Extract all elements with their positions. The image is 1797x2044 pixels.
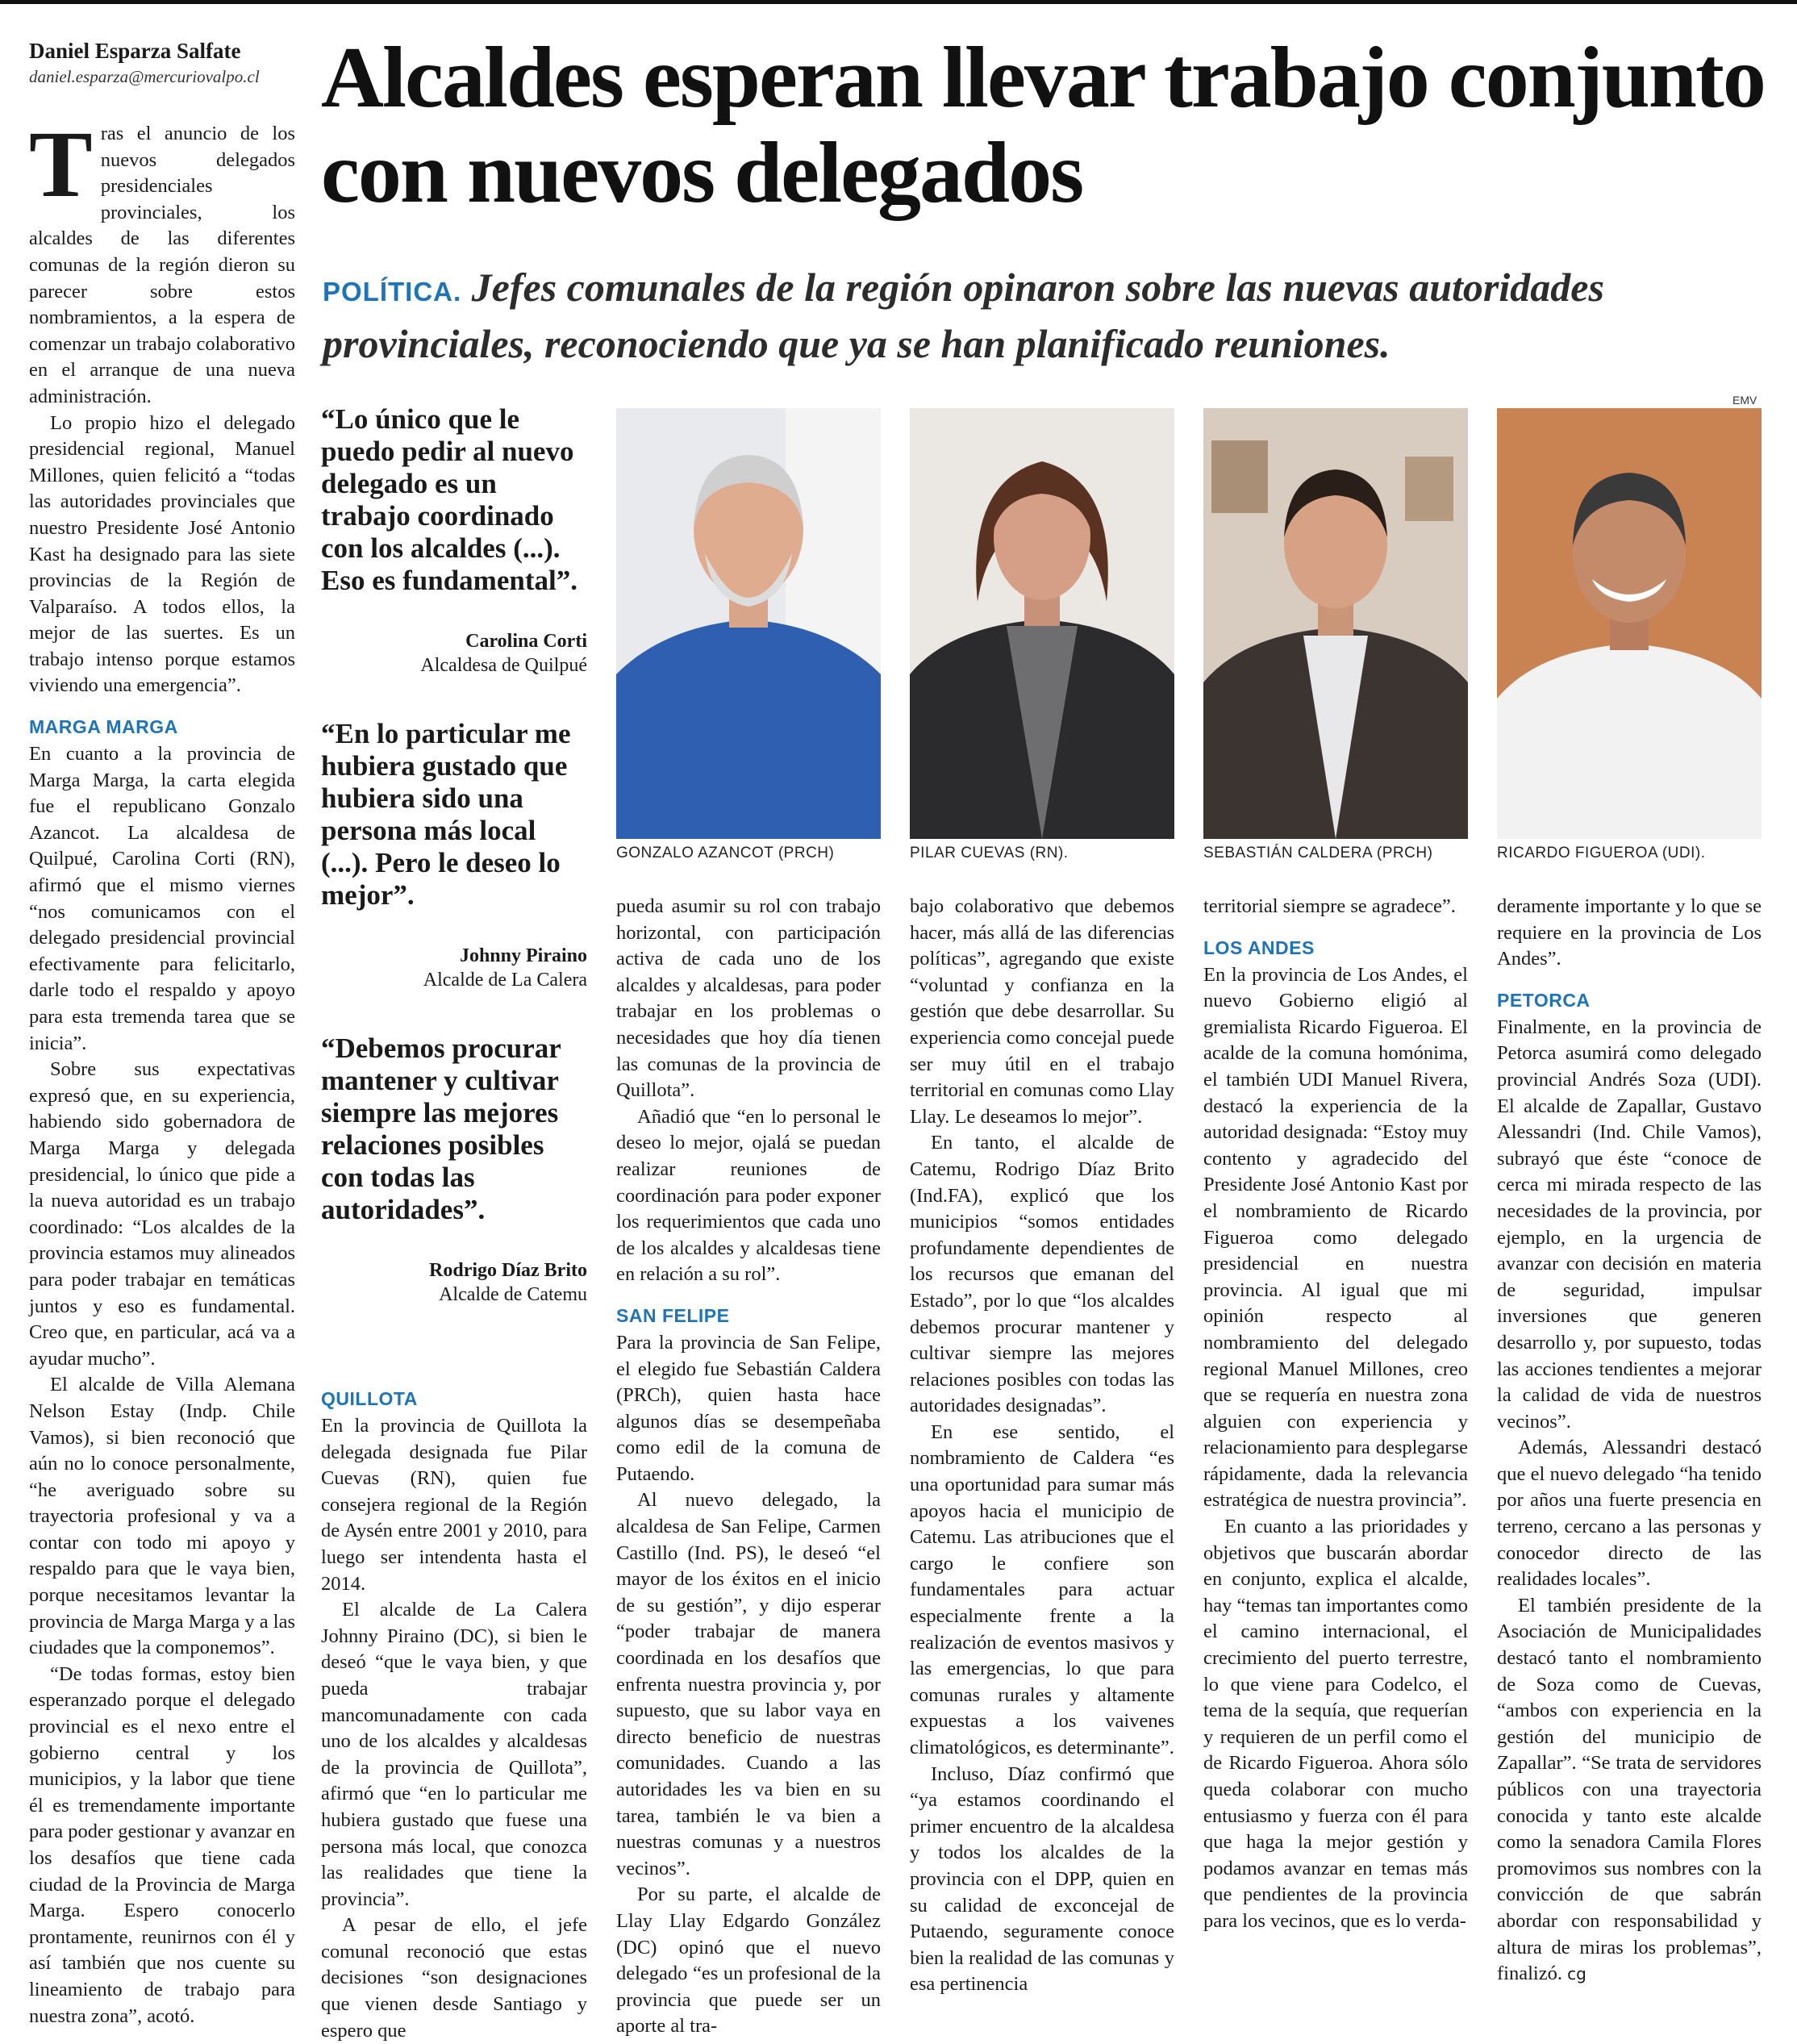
section-los-andes: LOS ANDES [1203, 936, 1315, 958]
photo-ricardo-figueroa [1497, 408, 1762, 839]
column-1 [29, 111, 295, 2029]
col6-p4-text: El también presidente de la Asociación de Municipalidades destacó tanto el nombramiento de Soza como de Cuevas, “ambos con experiencia en la gestión del municipio de Zapallar”. “Se trata de servidores públicos con una trayectoria conocida y tanto este alcalde como la senadora Camila Flores promovimos sus nombres con la convicción de que sabrán abordar con responsabilidad y altura de miras los problemas”, finalizó. [1497, 1594, 1762, 1985]
pull-quotes [321, 403, 587, 1347]
col3-p2: Añadió que “en lo personal le deseo lo mejor, ojalá se puedan realizar reuniones de coordinación para poder exponer los requerimientos que cada uno de los alcaldes y alcaldesas tiene en relación a su rol”. [616, 1105, 881, 1286]
col4-p3: En ese sentido, el nombramiento de Caldera “es una oportunidad para sumar más apoyos hacia el municipio de Catemu. Las atribuciones que el cargo le confiere son fundamentales para actuar especialmente frente a la realización de eventos masivos y las emergencias, lo que para comunas rurales y altamente expuestas a los vaivenes climatológicos, es determinante”. [910, 1420, 1174, 1758]
col1-p2: Lo propio hizo el delegado presidencial regional, Manuel Millones, quien felicitó a “todas las autoridades provinciales que nuestro Presidente José Antonio Kast ha designado para las siete provincias de la Región de Valparaíso. A todos ellos, la mejor de las suertes. Es un trabajo intenso porque estamos viviendo una emergencia”. [29, 411, 295, 697]
photo-caption: GONZALO AZANCOT (PRCH) [616, 845, 835, 861]
deck-text: Jefes comunales de la región opinaron sobre las nuevas autoridades provinciales, reconociendo que ya se han planificado reuniones. [323, 265, 1604, 366]
top-rule [0, 0, 1797, 4]
pull-quote [321, 718, 587, 992]
photo-caption: PILAR CUEVAS (RN). [910, 845, 1069, 861]
portrait-image [1497, 408, 1762, 839]
author-email[interactable]: daniel.esparza@mercuriovalpo.cl [29, 67, 260, 86]
quote-text: “En lo particular me hubiera gustado que hubiera sido una persona más local (...). Pero le deseo lo mejor”. [321, 718, 571, 911]
quote-name: Rodrigo Díaz Brito [429, 1260, 587, 1281]
portrait-image [1203, 408, 1468, 839]
col2-p2: El alcalde de La Calera Johnny Piraino (DC), si bien le deseó “que le vaya bien, y que pueda trabajar mancomunadamente con cada uno de los alcaldes y alcaldesas de la provincia de Quillota”, afirmó que “en lo particular me hubiera gustado que fuese una persona más local, que conozca las realidades que tiene la provincia”. [321, 1599, 587, 1910]
quote-text: “Debemos procurar mantener y cultivar siempre las mejores relaciones posibles con todas las autoridades”. [321, 1032, 561, 1225]
pull-quote [321, 1032, 587, 1307]
col3-p5: Por su parte, el alcalde de Llay Llay Edgardo González (DC) opinó que el nuevo delegado “es un profesional de la provincia que puede ser un aporte al tra- [616, 1883, 881, 2038]
col1-p3: En cuanto a la provincia de Marga Marga, la carta elegida fue el republicano Gonzalo Azancot. La alcaldesa de Quilpué, Carolina Corti (RN), afirmó que el mismo viernes “nos comunicamos con el delegado presidencial provincial efectivamente para felicitarlo, darle todo el respaldo y apoyo para esta tremenda tarea que se inicia”. [29, 743, 295, 1054]
column-6 [1497, 894, 1762, 1988]
col5-p3: En cuanto a las prioridades y objetivos que buscarán abordar en conjunto, explica el alcalde, hay “temas tan importantes como el camino internacional, el crecimiento del puerto terrestre, lo que viene para Codelco, el tema de la sequía, que requerían y requieren de un perfil como el de Ricardo Figueroa. Ahora sólo queda colaborar con mucho entusiasmo y fuerza con él para que haga la mejor gestión y podamos avanzar en temas más que pendientes de la provincia para los vecinos, que es lo verda- [1203, 1516, 1468, 1932]
headline: Alcaldes esperan llevar trabajo conjunto con nuevos delegados [321, 30, 1765, 221]
quote-role: Alcalde de La Calera [423, 970, 587, 991]
author-name: Daniel Esparza Salfate [29, 39, 241, 63]
quote-name: Johnny Piraino [459, 945, 587, 966]
col5-p2: En la provincia de Los Andes, el nuevo Gobierno eligió al gremialista Ricardo Figueroa. El acalde de la comuna homónima, el también UDI Manuel Rivera, destacó la experiencia de la autoridad designada: “Estoy muy contento y agradecido del Presidente José Antonio Kast por el nombramiento de Ricardo Figueroa como delegado presidencial en nuestra provincia. Al igual que mi opinión respecto al nombramiento del delegado regional Manuel Millones, creo que se requería en nuestra zona alguien con experiencia y relacionamiento para desplegarse rápidamente, dada la relevancia estratégica de nuestra provincia”. [1203, 963, 1468, 1512]
column-2 [321, 1371, 587, 2044]
col4-p4: Incluso, Díaz confirmó que “ya estamos coordinando el primer encuentro de la alcaldesa y todos los alcaldes de la provincia con el DPP, quien en su calidad de exconcejal de Putaendo, seguramente conoce bien la realidad de las comunas y esa pertinencia [910, 1762, 1174, 1996]
byline [29, 37, 295, 89]
col3-p4: Al nuevo delegado, la alcaldesa de San Felipe, Carmen Castillo (Ind. PS), le deseó “el mayor de los éxitos en el inicio de su gestión”, y dijo esperar “poder trabajar de manera coordinada en los desafíos que enfrenta nuestra provincia y, por supuesto, que su labor vaya en directo beneficio de nuestras comunidades. Cuando a las autoridades les va bien en su tarea, también le va bien a nuestras comunas y a nuestros vecinos”. [616, 1489, 881, 1879]
photo-gonzalo-azancot [616, 408, 881, 839]
col6-p4 [1497, 1593, 1762, 1988]
photo-pilar-cuevas [910, 408, 1174, 839]
quote-role: Alcaldesa de Quilpué [420, 655, 587, 676]
section-san-felipe: SAN FELIPE [616, 1304, 730, 1326]
col3-p1: pueda asumir su rol con trabajo horizontal, con participación activa de cada uno de los alcaldes y alcaldesas, para poder trabajar en los problemas o necesidades que hoy día tienen las comunas de la provincia de Quillota”. [616, 895, 881, 1102]
col1-p5: El alcalde de Villa Alemana Nelson Estay (Indp. Chile Vamos), si bien reconoció que aún no lo conoce personalmente, “he averiguado sobre su trayectoria profesional y va a contar con todo mi apoyo y respaldo para que le vaya bien, porque necesitamos levantar la provincia de Marga Marga y a las ciudades que la componemos”. [29, 1374, 295, 1659]
column-5 [1203, 894, 1468, 1935]
col6-p3: Además, Alessandri destacó que el nuevo delegado “ha tenido por años una fuerte presencia en terreno, cercano a las personas y conocedor directo de las realidades locales”. [1497, 1437, 1762, 1591]
quote-role: Alcalde de Catemu [439, 1284, 587, 1305]
end-mark-icon: cg [1567, 1964, 1586, 1984]
photo-caption: SEBASTIÁN CALDERA (PRCH) [1203, 845, 1433, 861]
column-4 [910, 894, 1174, 1998]
deck [323, 261, 1766, 369]
column-3 [616, 894, 881, 2040]
section-petorca: PETORCA [1497, 989, 1591, 1011]
section-marga-marga: MARGA MARGA [29, 716, 178, 738]
drop-cap: T [29, 111, 93, 217]
col4-p2: En tanto, el alcalde de Catemu, Rodrigo Díaz Brito (Ind.FA), explicó que los municipios “somos entidades profundamente dependientes de los recursos que emanan del Estado”, por lo que “los alcaldes debemos procurar mantener y cultivar siempre las mejores relaciones posibles con todas las autoridades designadas”. [910, 1132, 1174, 1417]
col4-p1: bajo colaborativo que debemos hacer, más allá de las diferencias políticas”, agregando que existe “voluntad y confianza en la gestión que debe desarrollar. Su experiencia como concejal puede ser muy útil en el trabajo territorial en comunas como Llay Llay. Le deseamos lo mejor”. [910, 895, 1174, 1128]
col1-p4: Sobre sus expectativas expresó que, en su experiencia, habiendo sido gobernadora de Marga Marga y delegada presidencial, lo único que pide a la nueva autoridad es un trabajo coordinado: “Los alcaldes de la provincia estamos muy alineados para poder trabajar en temáticas juntos y eso es fundamental. Creo que, en particular, acá va a ayudar mucho”. [29, 1058, 295, 1370]
col5-p1: territorial siempre se agradece”. [1203, 895, 1456, 917]
pull-quote [321, 403, 587, 678]
photo-sebastian-caldera [1203, 408, 1468, 839]
portrait-image [616, 408, 881, 839]
section-quillota: QUILLOTA [321, 1388, 418, 1409]
lead-paragraph [29, 111, 295, 411]
col6-p1: deramente importante y lo que se requiere en la provincia de Los Andes”. [1497, 895, 1762, 970]
col2-p3: A pesar de ello, el jefe comunal reconoció que estas decisiones “son designaciones que vienen desde Santiago y espero que [321, 1914, 587, 2042]
col3-p3: Para la provincia de San Felipe, el elegido fue Sebastián Caldera (PRCh), quien hasta hace algunos días se desempeñaba como edil de la comuna de Putaendo. [616, 1331, 881, 1485]
col1-p1: ras el anuncio de los nuevos delegados presidenciales provinciales, los alcaldes de las diferentes comunas de la región dieron su parecer sobre estos nombramientos, a la espera de comenzar un trabajo colaborativo en el arranque de una nueva administración. [29, 123, 295, 407]
quote-name: Carolina Corti [465, 631, 587, 652]
col6-p2: Finalmente, en la provincia de Petorca asumirá como delegado provincial Andrés Soza (UDI). El alcalde de Zapallar, Gustavo Alessandri (Ind. Chile Vamos), subrayó que éste “conoce de cerca mi mirada respecto de las necesidades de la provincia, por ejemplo, en la urgencia de avanzar con decisión en materia de seguridad, impulsar inversiones que generen desarrollo y, por supuesto, todas las acciones tendientes a mejorar la calidad de vida de nuestros vecinos”. [1497, 1016, 1762, 1433]
portrait-image [910, 408, 1174, 839]
deck-kicker: POLÍTICA. [323, 277, 462, 307]
quote-text: “Lo único que le puedo pedir al nuevo delegado es un trabajo coordinado con los alcaldes (...). Eso es fundamental”. [321, 403, 577, 596]
photo-credit: EMV [1732, 394, 1757, 407]
col1-p6: “De todas formas, estoy bien esperanzado porque el delegado provincial es el nexo entre el gobierno central y los municipios, y la labor que tiene él es tremendamente importante para poder gestionar y avanzar en los desafíos que tiene cada ciudad de la Provincia de Marga Marga. Espero conocerlo prontamente, reunirnos con él y así también que nos cuente su lineamiento de trabajo para nuestra zona”, acotó. [29, 1662, 295, 2027]
col2-p1: En la provincia de Quillota la delegada designada fue Pilar Cuevas (RN), quien fue consejera regional de la Región de Aysén entre 2001 y 2010, para luego ser intendenta hasta el 2014. [321, 1415, 587, 1595]
photo-caption: RICARDO FIGUEROA (UDI). [1497, 845, 1706, 861]
